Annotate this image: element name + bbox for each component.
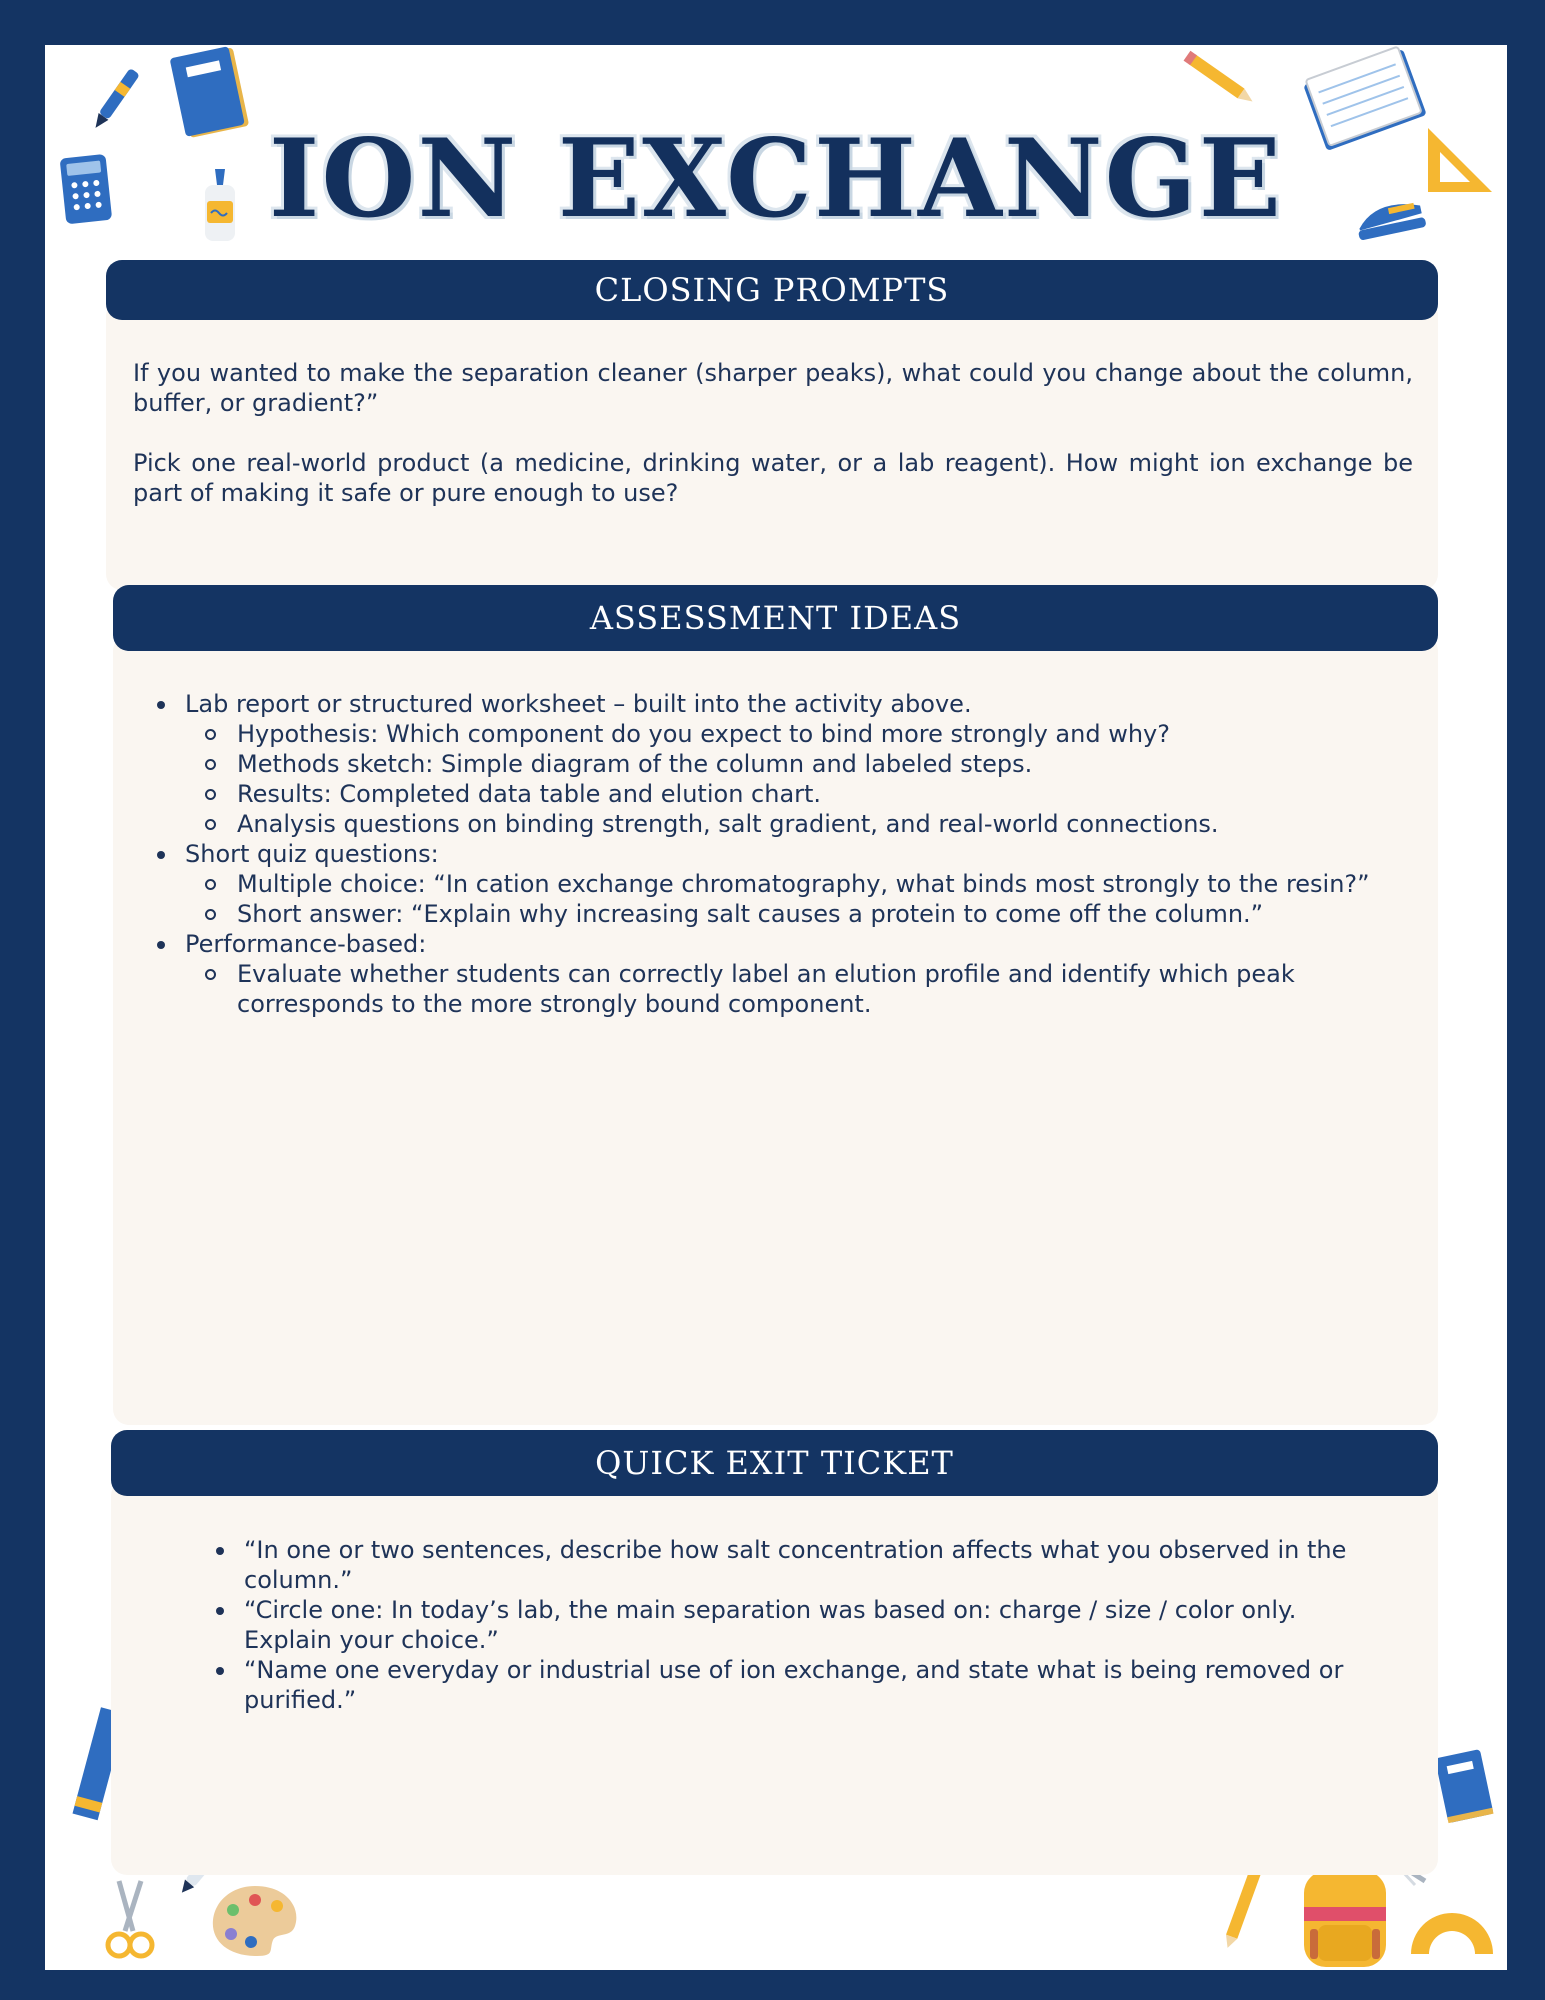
palette-icon [205, 1880, 305, 1960]
list-item: Evaluate whether students can correctly label an elution profile and identify which peak corresponds to the more strongly bound component. [185, 959, 1429, 1019]
assessment-ideas-list [149, 689, 1429, 1019]
list-item: Multiple choice: “In cation exchange chromatography, what binds most strongly to the resin?” [185, 869, 1429, 899]
list-item: Methods sketch: Simple diagram of the column and labeled steps. [185, 749, 1429, 779]
assessment-ideas-header: ASSESSMENT IDEAS [113, 585, 1438, 651]
list-item [149, 839, 1429, 929]
exit-ticket-list [208, 1535, 1388, 1715]
list-item: Short answer: “Explain why increasing salt causes a protein to come off the column.” [185, 899, 1429, 929]
list-item: “Circle one: In today’s lab, the main separation was based on: charge / size / color only. Explain your choice.” [208, 1595, 1388, 1655]
closing-prompts-text [133, 358, 1413, 508]
assessment-item-3: Performance-based: [185, 930, 427, 958]
closing-prompts-header: CLOSING PROMPTS [106, 260, 1438, 320]
closing-prompt-1: If you wanted to make the separation cleaner (sharper peaks), what could you change about the column, buffer, or gradient?” [133, 359, 1413, 417]
list-item: Results: Completed data table and elution chart. [185, 779, 1429, 809]
pencil-icon [1175, 45, 1265, 115]
page-title: ION EXCHANGE [268, 116, 1284, 242]
book-icon [1430, 1745, 1500, 1835]
assessment-item-2: Short quiz questions: [185, 840, 439, 868]
closing-prompt-2: Pick one real-world product (a medicine, drinking water, or a lab reagent). How might ion exchange be part of making it safe or pure enough to use? [133, 449, 1413, 507]
worksheet-page [45, 45, 1507, 1970]
protractor-icon [1405, 1900, 1500, 1960]
list-item [149, 689, 1429, 839]
exit-ticket-header: QUICK EXIT TICKET [111, 1430, 1438, 1496]
list-item [149, 929, 1429, 1019]
scissors-icon [95, 1875, 165, 1965]
list-item: Analysis questions on binding strength, salt gradient, and real-world connections. [185, 809, 1429, 839]
list-item: Hypothesis: Which component do you expect to bind more strongly and why? [185, 719, 1429, 749]
list-item: “In one or two sentences, describe how salt concentration affects what you observed in the column.” [208, 1535, 1388, 1595]
list-item: “Name one everyday or industrial use of ion exchange, and state what is being removed or purified.” [208, 1655, 1388, 1715]
assessment-item-1: Lab report or structured worksheet – built into the activity above. [185, 690, 972, 718]
